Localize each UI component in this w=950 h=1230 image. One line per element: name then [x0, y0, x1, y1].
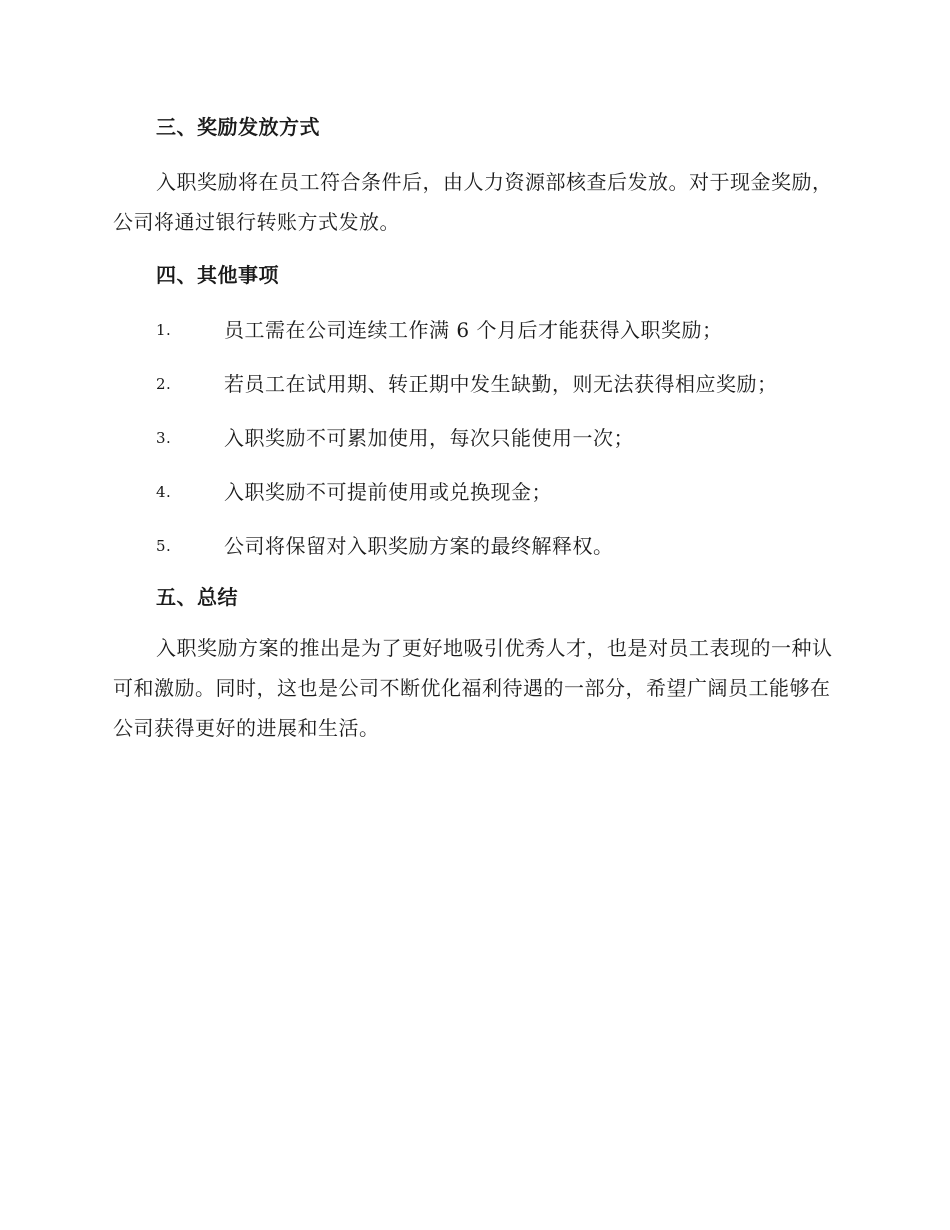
list-item-text: 入职奖励不可累加使用，每次只能使用一次； [224, 426, 634, 450]
summary-paragraph: 入职奖励方案的推出是为了更好地吸引优秀人才，也是对员工表现的一种认可和激励。同时，这也是公司不断优化福利待遇的一部分，希望广阔员工能够在公司获得更好的进展和生活。 [113, 636, 833, 740]
list-item [113, 418, 833, 458]
list-item-number: 1. [156, 321, 172, 339]
section-heading-summary: 五、总结 [156, 585, 238, 609]
list-item [113, 310, 833, 350]
list-item-number: 4. [156, 483, 172, 501]
other-matters-list [113, 310, 833, 566]
list-item [113, 472, 833, 512]
list-item-text: 若员工在试用期、转正期中发生缺勤，则无法获得相应奖励； [224, 372, 778, 396]
list-item-number: 3. [156, 429, 172, 447]
list-item-number: 2. [156, 375, 172, 393]
payout-method-paragraph: 入职奖励将在员工符合条件后，由人力资源部核查后发放。对于现金奖励，公司将通过银行转账方式发放。 [113, 170, 833, 234]
document-body [113, 110, 833, 748]
list-item-text: 入职奖励不可提前使用或兑换现金； [224, 480, 552, 504]
section-heading-other-matters: 四、其他事项 [156, 263, 279, 287]
list-item-text: 公司将保留对入职奖励方案的最终解释权。 [224, 534, 614, 558]
section-heading-payout-method: 三、奖励发放方式 [156, 115, 320, 139]
list-item-number: 5. [156, 537, 172, 555]
list-item [113, 526, 833, 566]
list-item-text: 员工需在公司连续工作满 6 个月后才能获得入职奖励； [224, 318, 723, 342]
list-item [113, 364, 833, 404]
